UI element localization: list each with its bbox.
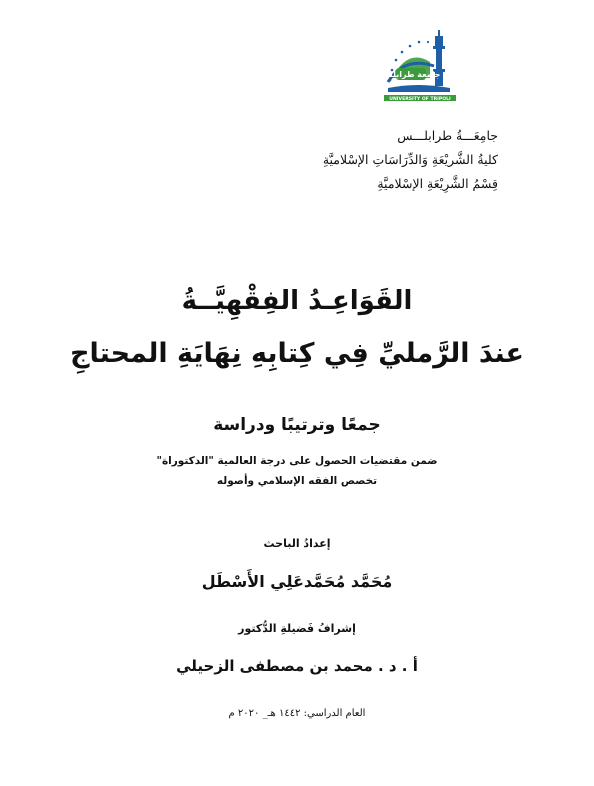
svg-text:جامعة طرابلس: جامعة طرابلس [381, 70, 441, 79]
academic-year: العام الدراسي: ١٤٤٢ هـ_ ٢٠٢٠ م [228, 708, 366, 719]
svg-text:UNIVERSITY OF TRIPOLI: UNIVERSITY OF TRIPOLI [389, 97, 451, 102]
researcher-label: إعدادُ الباحث [263, 537, 331, 550]
thesis-subtitle: جمعًا وترتيبًا ودراسة [213, 415, 381, 435]
supervisor-label: إشرافُ فَضيلةِ الدُّكتور [238, 622, 356, 635]
university-name: جامِعَـــةُ طرابلـــس [397, 128, 498, 143]
department-name: قِسْمُ الشَّرِيْعَةِ الإسْلاميَّةِ [377, 176, 498, 191]
thesis-title-line2: عندَ الرَّمليِّ فِي كِتابِهِ نِهَايَةِ المحتاجِ [70, 338, 524, 369]
university-header [238, 124, 498, 196]
university-logo-graphic [378, 26, 478, 108]
degree-requirement: ضمن مقتضيات الحصول على درجة العالمية "الدكتوراة" [156, 455, 438, 467]
supervisor-name: أ . د . محمد بن مصطفى الزحيلي [176, 657, 418, 675]
faculty-name: كليةُ الشَّريْعَةِ وَالدِّرَاسَاتِ الإسْلاميَّةِ [322, 152, 498, 167]
specialization: تخصص الفقه الإسلامي وأصوله [216, 475, 378, 487]
researcher-name: مُحَمَّد مُحَمَّدعَلِي الأَسْطَل [201, 572, 393, 591]
thesis-title-line1: القَوَاعِـدُ الفِقْهِيَّــةُ [181, 286, 413, 316]
university-logo [378, 26, 478, 108]
